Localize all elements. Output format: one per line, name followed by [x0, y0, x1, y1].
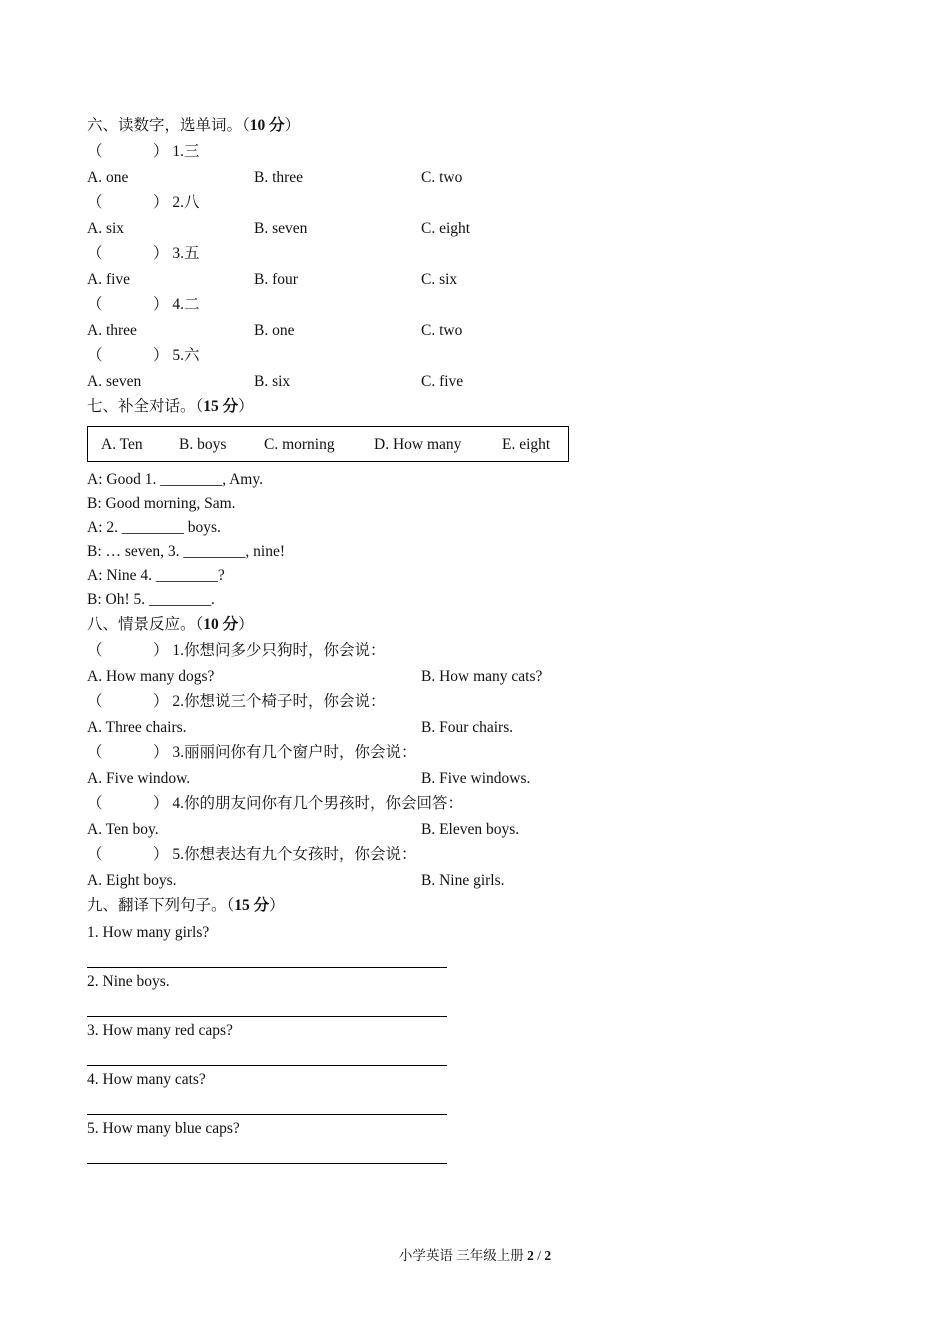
option-a: A. one [87, 169, 129, 186]
translation-item-2 [87, 970, 887, 1017]
section8-heading [87, 612, 887, 638]
answer-line[interactable] [87, 945, 447, 968]
option-a: A. Five window. [87, 770, 191, 787]
section9-close: ） [269, 897, 285, 914]
question-stem: 5.六 [172, 347, 200, 364]
section7-points: 15 分 [203, 398, 239, 415]
section8-q1 [87, 638, 887, 689]
word-bank-item: E. eight [502, 436, 551, 453]
section8-q4 [87, 791, 887, 842]
answer-paren-open: （ [87, 795, 103, 812]
translation-item-5 [87, 1117, 887, 1164]
section6-q4 [87, 292, 887, 343]
option-b: B. How many cats? [421, 668, 543, 685]
answer-line[interactable] [87, 1043, 447, 1066]
footer-separator: / [533, 1248, 545, 1263]
answer-paren-open: （ [87, 194, 103, 211]
section9-heading [87, 893, 887, 919]
option-b: B. seven [254, 220, 308, 237]
option-b: B. Four chairs. [421, 719, 514, 736]
section6-points: 10 分 [249, 117, 285, 134]
section6-q5 [87, 343, 887, 394]
word-bank-item: B. boys [179, 436, 227, 453]
translation-sentence: 1. How many girls? [87, 924, 210, 941]
answer-paren-open: （ [87, 143, 103, 160]
question-stem: 1.你想问多少只狗时，你会说： [172, 642, 386, 659]
section8-q2 [87, 689, 887, 740]
word-bank-box [87, 426, 569, 462]
option-a: A. seven [87, 373, 142, 390]
translation-sentence: 2. Nine boys. [87, 973, 170, 990]
section8-q5 [87, 842, 887, 893]
answer-paren-close: ） [153, 744, 169, 761]
section6-close: ） [284, 117, 301, 134]
footer-page-number: 2 [527, 1248, 534, 1263]
section8-points: 10 分 [203, 616, 239, 633]
answer-paren-close: ） [153, 795, 169, 812]
section6-heading [87, 113, 887, 139]
question-stem: 4.二 [172, 296, 200, 313]
dialogue-line: A: Nine 4. ________? [87, 567, 225, 584]
option-c: C. six [421, 271, 458, 288]
answer-paren-open: （ [87, 744, 103, 761]
section6-title: 六、读数字，选单词。（ [87, 117, 250, 134]
question-stem: 3.五 [172, 245, 200, 262]
answer-paren-close: ） [153, 347, 169, 364]
translation-sentence: 4. How many cats? [87, 1071, 206, 1088]
option-a: A. Three chairs. [87, 719, 187, 736]
dialogue [87, 468, 887, 612]
question-stem: 5.你想表达有九个女孩时，你会说： [172, 846, 417, 863]
option-a: A. Eight boys. [87, 872, 177, 889]
option-a: A. Ten boy. [87, 821, 159, 838]
footer-text: 小学英语 三年级上册 [398, 1248, 528, 1263]
dialogue-line: B: … seven, 3. ________, nine! [87, 543, 286, 560]
option-b: B. three [254, 169, 304, 186]
question-stem: 1.三 [172, 143, 200, 160]
answer-line[interactable] [87, 1092, 447, 1115]
option-b: B. one [254, 322, 295, 339]
answer-paren-open: （ [87, 245, 103, 262]
section6-q1 [87, 139, 887, 190]
option-c: C. two [421, 169, 463, 186]
word-bank-item: D. How many [374, 436, 462, 453]
option-b: B. six [254, 373, 291, 390]
answer-paren-open: （ [87, 347, 103, 364]
answer-paren-close: ） [153, 296, 169, 313]
translation-item-1 [87, 921, 887, 968]
question-stem: 2.你想说三个椅子时，你会说： [172, 693, 386, 710]
dialogue-line: B: Good morning, Sam. [87, 495, 236, 512]
footer-page-total: 2 [544, 1248, 552, 1263]
section8-q3 [87, 740, 887, 791]
worksheet-page [87, 113, 887, 1166]
answer-line[interactable] [87, 1141, 447, 1164]
question-stem: 2.八 [172, 194, 200, 211]
answer-paren-open: （ [87, 693, 103, 710]
option-b: B. Nine girls. [421, 872, 505, 889]
option-a: A. three [87, 322, 137, 339]
answer-paren-close: ） [153, 194, 169, 211]
answer-paren-close: ） [153, 245, 169, 262]
section6-q2 [87, 190, 887, 241]
section9-title: 九、翻译下列句子。（ [87, 897, 235, 914]
translation-sentence: 5. How many blue caps? [87, 1120, 240, 1137]
section8-close: ） [238, 616, 254, 633]
answer-paren-close: ） [153, 642, 169, 659]
answer-paren-open: （ [87, 846, 103, 863]
option-c: C. two [421, 322, 463, 339]
answer-paren-open: （ [87, 296, 103, 313]
dialogue-line: A: Good 1. ________, Amy. [87, 471, 263, 488]
question-stem: 4.你的朋友问你有几个男孩时，你会回答： [172, 795, 464, 812]
word-bank-item: C. morning [264, 436, 335, 453]
dialogue-line: A: 2. ________ boys. [87, 519, 221, 536]
translation-item-4 [87, 1068, 887, 1115]
section6-q3 [87, 241, 887, 292]
word-bank-item: A. Ten [101, 436, 143, 453]
section7-heading [87, 394, 887, 420]
section9-points: 15 分 [234, 897, 270, 914]
option-b: B. Five windows. [421, 770, 531, 787]
section7-title: 七、补全对话。（ [87, 398, 204, 415]
section7-close: ） [238, 398, 254, 415]
option-c: C. eight [421, 220, 471, 237]
answer-paren-close: ） [153, 693, 169, 710]
answer-paren-open: （ [87, 642, 103, 659]
question-stem: 3.丽丽问你有几个窗户时，你会说： [172, 744, 417, 761]
option-a: A. five [87, 271, 131, 288]
answer-paren-close: ） [153, 143, 169, 160]
option-b: B. Eleven boys. [421, 821, 520, 838]
answer-paren-close: ） [153, 846, 169, 863]
translation-item-3 [87, 1019, 887, 1066]
option-a: A. How many dogs? [87, 668, 215, 685]
option-c: C. five [421, 373, 464, 390]
translation-sentence: 3. How many red caps? [87, 1022, 233, 1039]
option-a: A. six [87, 220, 125, 237]
dialogue-line: B: Oh! 5. ________. [87, 591, 215, 608]
page-footer [0, 1244, 950, 1264]
option-b: B. four [254, 271, 298, 288]
section8-title: 八、情景反应。（ [87, 616, 204, 633]
answer-line[interactable] [87, 994, 447, 1017]
